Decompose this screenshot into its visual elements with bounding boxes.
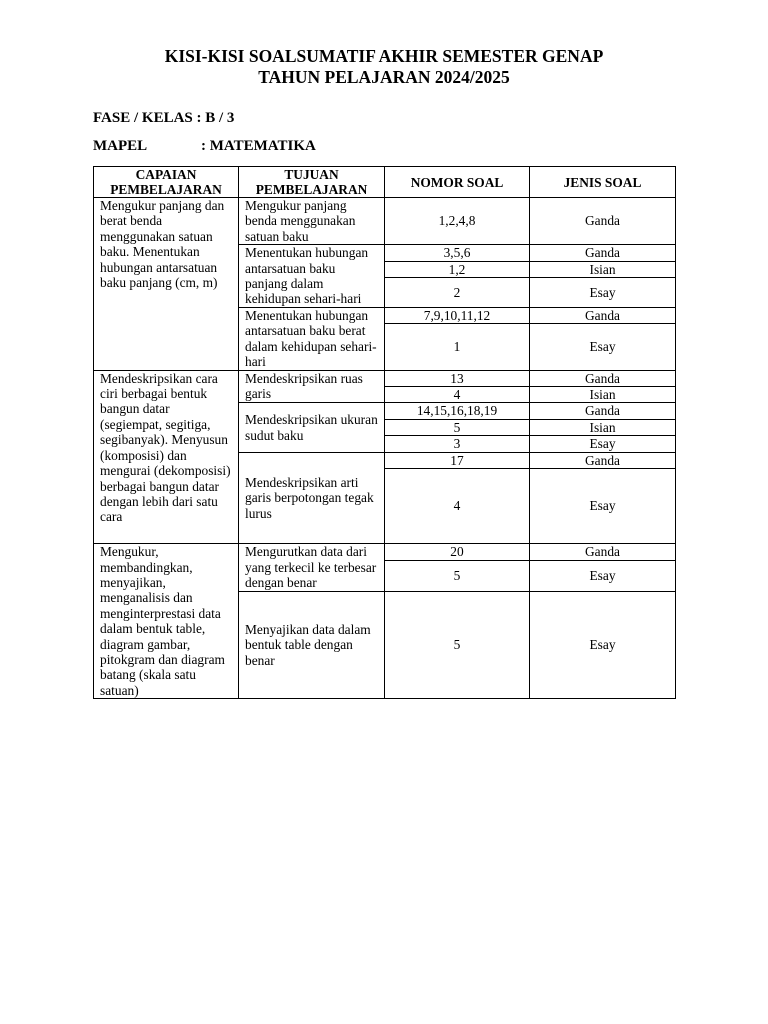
capaian-cell: Mengukur panjang dan berat benda menggunakan satuan baku. Menentukan hubungan antarsatuan baku panjang (cm, m): [94, 198, 239, 371]
tujuan-cell: Mengurutkan data dari yang terkecil ke terbesar dengan benar: [239, 544, 385, 592]
tujuan-cell: Mengukur panjang benda menggunakan satuan baku: [239, 198, 385, 245]
tujuan-cell: Mendeskripsikan arti garis berpotongan tegak lurus: [239, 452, 385, 543]
nomor-soal-cell: 4: [385, 469, 530, 544]
nomor-soal-cell: 1: [385, 324, 530, 370]
fase-kelas: FASE / KELAS : B / 3: [93, 110, 235, 126]
nomor-soal-cell: 20: [385, 544, 530, 560]
jenis-soal-cell: Isian: [530, 419, 676, 435]
nomor-soal-cell: 5: [385, 591, 530, 698]
jenis-soal-cell: Ganda: [530, 198, 676, 245]
header-jenis-soal: JENIS SOAL: [530, 167, 676, 198]
header-nomor-soal: NOMOR SOAL: [385, 167, 530, 198]
header-capaian: CAPAIAN PEMBELAJARAN: [94, 167, 239, 198]
kisi-kisi-table: [93, 166, 676, 699]
tujuan-cell: Mendeskripsikan ukuran sudut baku: [239, 403, 385, 452]
jenis-soal-cell: Esay: [530, 324, 676, 370]
nomor-soal-cell: 14,15,16,18,19: [385, 403, 530, 419]
table-row: [94, 370, 676, 386]
mapel-label: MAPEL: [93, 138, 148, 154]
title-line-1: KISI-KISI SOALSUMATIF AKHIR SEMESTER GENAP: [164, 46, 604, 66]
nomor-soal-cell: 7,9,10,11,12: [385, 308, 530, 324]
capaian-cell: Mendeskripsikan cara ciri berbagai bentuk bangun datar (segiempat, segitiga, segibanyak). Menyusun (komposisi) dan mengurai (dekomposisi) berbagai bangun datar dengan lebih dari satu cara: [94, 370, 239, 543]
document-title: [0, 46, 768, 88]
jenis-soal-cell: Ganda: [530, 544, 676, 560]
nomor-soal-cell: 17: [385, 452, 530, 468]
jenis-soal-cell: Isian: [530, 387, 676, 403]
jenis-soal-cell: Ganda: [530, 370, 676, 386]
nomor-soal-cell: 4: [385, 387, 530, 403]
tujuan-cell: Menyajikan data dalam bentuk table dengan benar: [239, 591, 385, 698]
header-tujuan: TUJUAN PEMBELAJARAN: [239, 167, 385, 198]
table-row: [94, 198, 676, 245]
nomor-soal-cell: 1,2: [385, 261, 530, 277]
jenis-soal-cell: Ganda: [530, 308, 676, 324]
tujuan-cell: Menentukan hubungan antarsatuan baku berat dalam kehidupan sehari-hari: [239, 308, 385, 371]
mapel-value: : MATEMATIKA: [201, 138, 316, 154]
jenis-soal-cell: Ganda: [530, 245, 676, 261]
nomor-soal-cell: 13: [385, 370, 530, 386]
header-row: [94, 167, 676, 198]
capaian-cell: Mengukur, membandingkan, menyajikan, menganalisis dan menginterprestasi data dalam bentuk table, diagram gambar, pitokgram dan diagram batang (skala satu satuan): [94, 544, 239, 699]
nomor-soal-cell: 3,5,6: [385, 245, 530, 261]
jenis-soal-cell: Isian: [530, 261, 676, 277]
jenis-soal-cell: Esay: [530, 560, 676, 591]
title-line-2: TAHUN PELAJARAN 2024/2025: [258, 67, 510, 87]
jenis-soal-cell: Esay: [530, 436, 676, 452]
tujuan-cell: Mendeskripsikan ruas garis: [239, 370, 385, 403]
nomor-soal-cell: 5: [385, 419, 530, 435]
jenis-soal-cell: Esay: [530, 278, 676, 308]
nomor-soal-cell: 3: [385, 436, 530, 452]
jenis-soal-cell: Ganda: [530, 452, 676, 468]
nomor-soal-cell: 2: [385, 278, 530, 308]
nomor-soal-cell: 5: [385, 560, 530, 591]
table-row: [94, 544, 676, 560]
jenis-soal-cell: Esay: [530, 469, 676, 544]
nomor-soal-cell: 1,2,4,8: [385, 198, 530, 245]
mapel-line: [93, 138, 316, 155]
jenis-soal-cell: Esay: [530, 591, 676, 698]
jenis-soal-cell: Ganda: [530, 403, 676, 419]
tujuan-cell: Menentukan hubungan antarsatuan baku panjang dalam kehidupan sehari-hari: [239, 245, 385, 308]
